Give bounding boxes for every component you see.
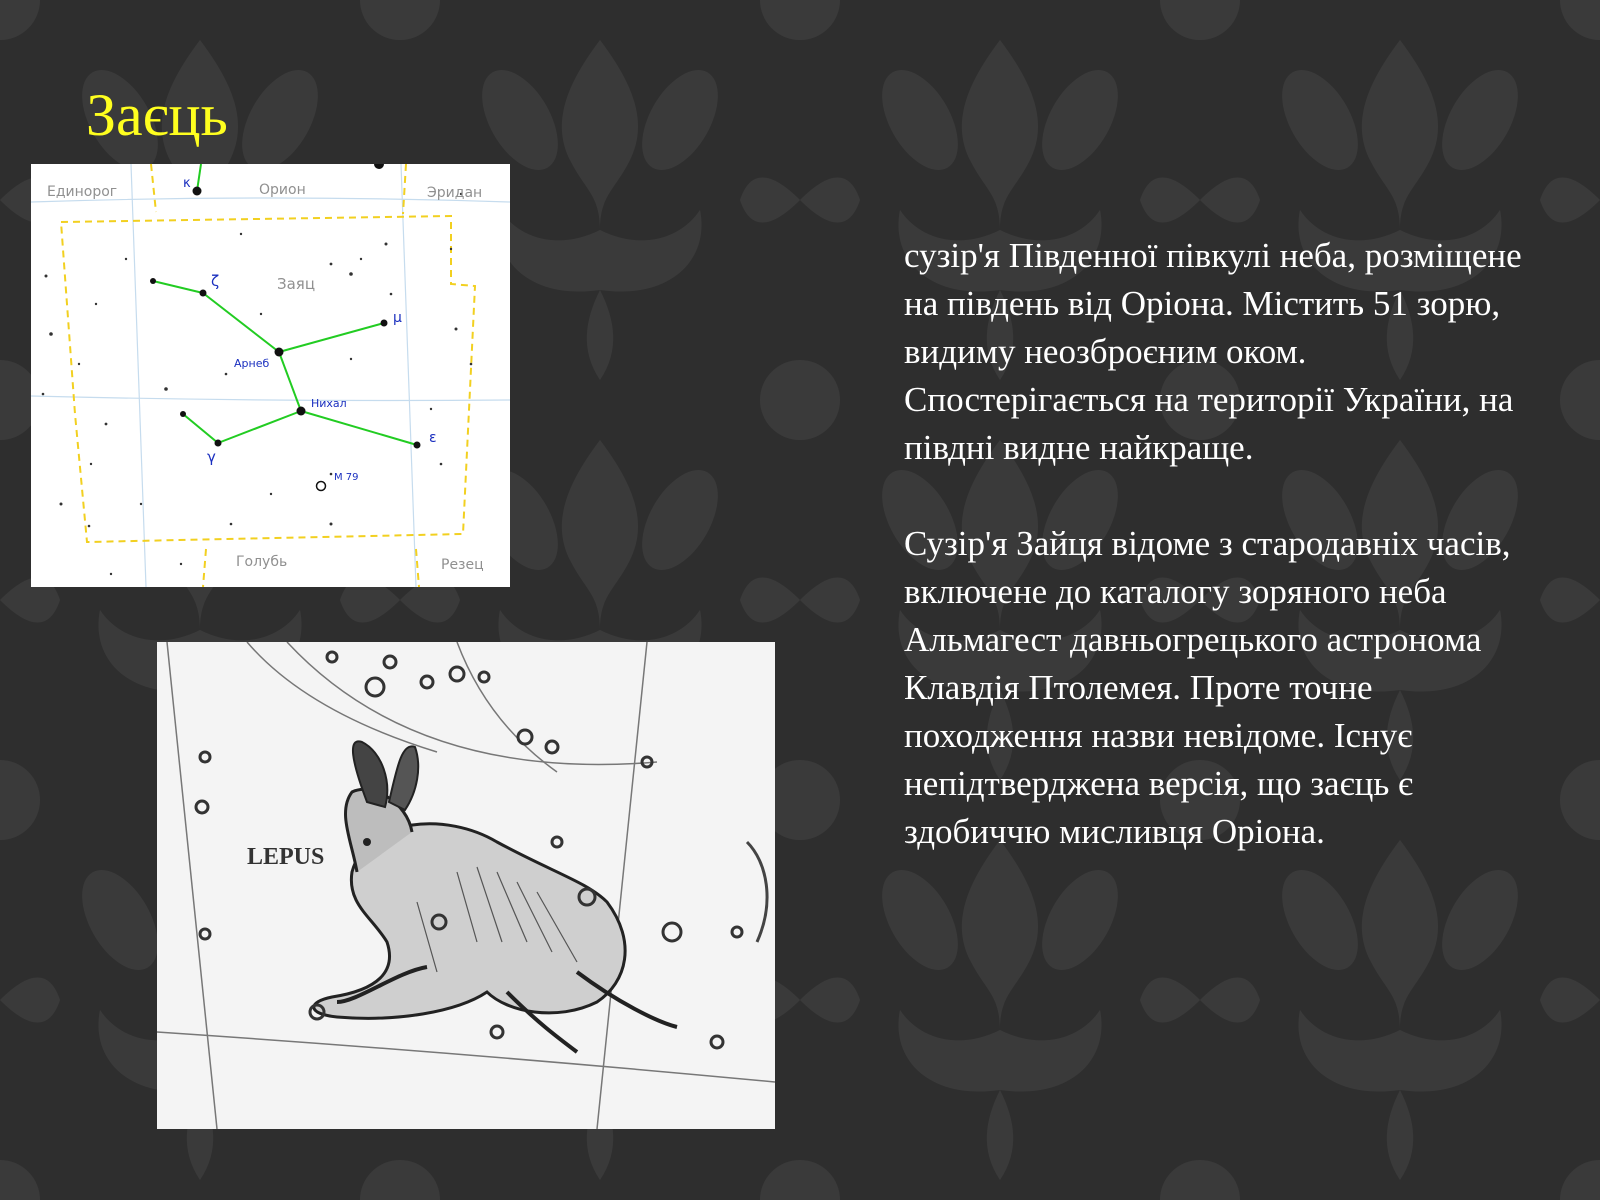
star-map-image: [31, 164, 510, 587]
star-label-gamma: γ: [207, 448, 216, 466]
engraving-label-lepus: LEPUS: [247, 844, 325, 870]
map-label-columba: Голубь: [236, 554, 288, 570]
slide-title: Заєць: [86, 82, 228, 148]
star-label-arneb: Арнеб: [234, 357, 270, 370]
description-paragraph-1: сузір'я Південної півкулі неба, розміщене на південь від Оріона. Містить 51 зорю, видиму неозброєним оком. Спостерігається на території України, на півдні видне найкраще.: [904, 236, 1522, 467]
map-label-eridanus: Эридан: [427, 185, 483, 201]
map-label-monoceros: Единорог: [47, 184, 118, 200]
star-label-epsilon: ε: [429, 430, 437, 446]
star-label-kappa: κ: [183, 176, 191, 191]
star-label-m79: M 79: [334, 472, 359, 483]
star-label-mu: μ: [393, 310, 402, 326]
star-label-zeta: ζ: [211, 272, 220, 290]
description-text: [904, 232, 1544, 856]
star-label-nihal: Нихал: [311, 397, 347, 410]
lepus-engraving-image: [157, 642, 775, 1129]
map-label-caelum: Резец: [441, 557, 484, 573]
map-label-lepus: Заяц: [277, 275, 316, 293]
description-paragraph-2: Сузір'я Зайця відоме з стародавніх часів, включене до каталогу зоряного неба Альмагест давньогрецького астронома Клавдія Птолемея. Проте точне походження назви невідоме. Існує непідтверджена версія, що заєць є здобиччю мисливця Оріона.: [904, 524, 1511, 851]
map-label-orion: Орион: [259, 182, 306, 198]
